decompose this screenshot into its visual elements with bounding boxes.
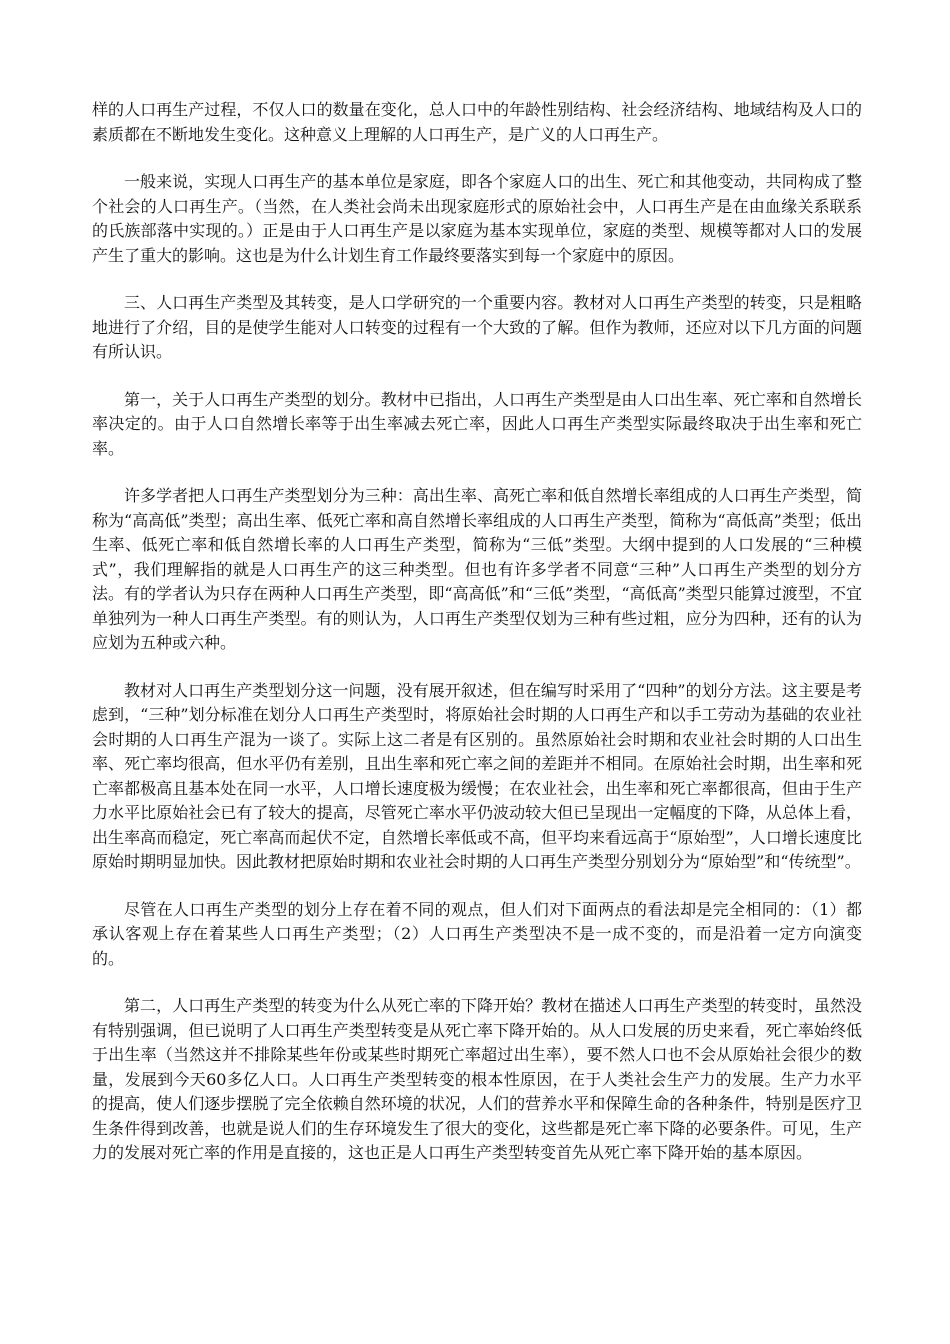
paragraph-section-three: 三、人口再生产类型及其转变，是人口学研究的一个重要内容。教材对人口再生产类型的转变，只是粗略地进行了介绍，目的是使学生能对人口转变的过程有一个大致的了解。但作为教师，还应对以下几方面的问题有所认识。 <box>92 293 862 361</box>
paragraph-classification-views: 许多学者把人口再生产类型划分为三种：高出生率、高死亡率和低自然增长率组成的人口再生产类型，简称为“高高低”类型；高出生率、低死亡率和高自然增长率组成的人口再生产类型，简称为“高低高”类型；低出生率、低死亡率和低自然增长率的人口再生产类型，简称为“三低”类型。大纲中提到的人口发展的“三种模式”，我们理解指的就是人口再生产的这三种类型。但也有许多学者不同意“三种”人口再生产类型的划分方法。有的学者认为只存在两种人口再生产类型，即“高高低”和“三低”类型，“高低高”类型只能算过渡型，不宜单独列为一种人口再生产类型。有的则认为，人口再生产类型仅划为三种有些过粗，应分为四种，还有的认为应划为五种或六种。 <box>92 486 862 652</box>
paragraph-consensus: 尽管在人口再生产类型的划分上存在着不同的观点，但人们对下面两点的看法却是完全相同的：（1）都承认客观上存在着某些人口再生产类型；（2）人口再生产类型决不是一成不变的，而是沿着一定方向演变的。 <box>92 899 862 968</box>
paragraph-continuation: 样的人口再生产过程，不仅人口的数量在变化，总人口中的年龄性别结构、社会经济结构、地域结构及人口的素质都在不断地发生变化。这种意义上理解的人口再生产，是广义的人口再生产。 <box>92 100 862 144</box>
paragraph-four-types: 教材对人口再生产类型划分这一问题，没有展开叙述，但在编写时采用了“四种”的划分方法。这主要是考虑到，“三种”划分标准在划分人口再生产类型时，将原始社会时期的人口再生产和以手工劳动为基础的农业社会时期的人口再生产混为一谈了。实际上这二者是有区别的。虽然原始社会时期和农业社会时期的人口出生率、死亡率均很高，但水平仍有差别，且出生率和死亡率之间的差距并不相同。在原始社会时期，出生率和死亡率都极高且基本处在同一水平，人口增长速度极为缓慢；在农业社会，出生率和死亡率都很高，但由于生产力水平比原始社会已有了较大的提高，尽管死亡率水平仍波动较大但已呈现出一定幅度的下降，从总体上看，出生率高而稳定，死亡率高而起伏不定，自然增长率低或不高，但平均来看远高于“原始型”，人口增长速度比原始时期明显加快。因此教材把原始时期和农业社会时期的人口再生产类型分别划分为“原始型”和“传统型”。 <box>92 680 862 871</box>
paragraph-family-unit: 一般来说，实现人口再生产的基本单位是家庭，即各个家庭人口的出生、死亡和其他变动，共同构成了整个社会的人口再生产。（当然，在人类社会尚未出现家庭形式的原始社会中，人口再生产是在由血缘关系联系的氏族部落中实现的。）正是由于人口再生产是以家庭为基本实现单位，家庭的类型、规模等都对人口的发展产生了重大的影响。这也是为什么计划生育工作最终要落实到每一个家庭中的原因。 <box>92 172 862 265</box>
paragraph-first-point: 第一，关于人口再生产类型的划分。教材中已指出，人口再生产类型是由人口出生率、死亡率和自然增长率决定的。由于人口自然增长率等于出生率减去死亡率，因此人口再生产类型实际最终取决于出生率和死亡率。 <box>92 389 862 458</box>
document-page <box>92 98 862 1189</box>
paragraph-second-point: 第二，人口再生产类型的转变为什么从死亡率的下降开始？教材在描述人口再生产类型的转变时，虽然没有特别强调，但已说明了人口再生产类型转变是从死亡率下降开始的。从人口发展的历史来看，死亡率始终低于出生率（当然这并不排除某些年份或某些时期死亡率超过出生率），要不然人口也不会从原始社会很少的数量，发展到今天60多亿人口。人口再生产类型转变的根本性原因，在于人类社会生产力的发展。生产力水平的提高，使人们逐步摆脱了完全依赖自然环境的状况，人们的营养水平和保障生命的各种条件，特别是医疗卫生条件得到改善，也就是说人们的生存环境发生了很大的变化，这些都是死亡率下降的必要条件。可见，生产力的发展对死亡率的作用是直接的，这也正是人口再生产类型转变首先从死亡率下降开始的基本原因。 <box>92 996 862 1162</box>
